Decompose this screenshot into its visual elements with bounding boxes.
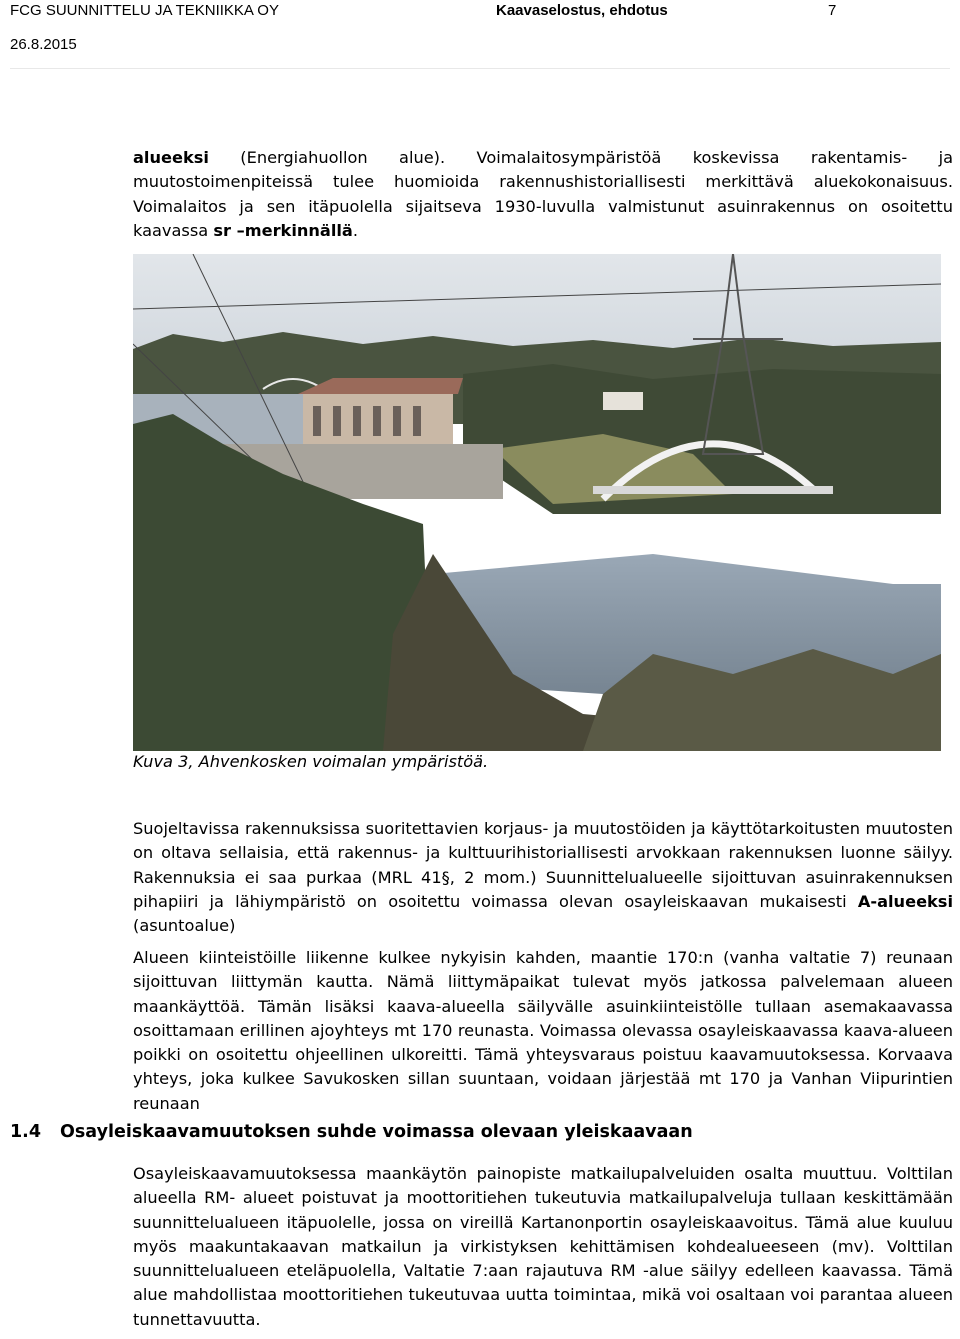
section-title: Osayleiskaavamuutoksen suhde voimassa olevaan yleiskaavaan [60,1122,693,1142]
bold-term-a-alueeksi: A-alueeksi [857,891,953,911]
section-number: 1.4 [10,1122,42,1142]
header-divider [10,68,950,69]
photo-white-house [603,392,643,410]
paragraph-protection [133,817,953,938]
photo-ahvenkoski-power-plant [133,254,941,751]
paragraph-intro-end: . [352,220,359,240]
figure-caption: Kuva 3, Ahvenkosken voimalan ympäristöä. [133,752,489,771]
paragraph-intro-text: (Energiahuollon alue). Voimalaitosympäristöä koskevissa rakentamis- ja muutostoimenpiteissä tulee huomioida rakennushistoriallisesti merkittävä aluekokonaisuus. Voimalaitos ja sen itäpuolella sijaitseva 1930-luvulla valmistunut asuinrakennus on osoitettu kaavassa [133,148,953,240]
bold-term-alueeksi: alueeksi [133,148,209,167]
header-company: FCG SUUNNITTELU JA TEKNIIKKA OY [10,2,279,19]
paragraph-intro [133,146,953,243]
bold-term-sr-marking: sr –merkinnällä [213,220,353,240]
paragraph-protection-end: (asuntoalue) [133,916,236,936]
paragraph-master-plan: Osayleiskaavamuutoksessa maankäytön painopiste matkailupalveluiden osalta muuttuu. Volttilan alueella RM- alueet poistuvat ja moottoritiehen tukeutuvia matkailupalveluja tullaan keskittämään suunnittelualueen itäpuolelle, jossa on vireillä Kartanonportin osayleiskaavoitus. Tämä alue kuuluu myös maakuntakaavan matkailun ja virkistyksen kehittämisen kohdealueeseen (mv). Volttilan suunnittelualueen eteläpuolella, Valtatie 7:aan rajautuva RM -alue säilyy edelleen kaavassa. Tämä alue mahdollistaa moottoritiehen tukeutuvaa uutta toimintaa, mikä voi osaltaan voi parantaa alueen tunnettavuutta. [133,1164,953,1329]
header-date: 26.8.2015 [10,36,77,53]
paragraph-protection-text: Suojeltavissa rakennuksissa suoritettavien korjaus- ja muutostöiden ja käyttötarkoitusten muutosten on oltava sellaisia, että rakennus- ja kulttuurihistoriallisesti arvokkaan rakennuksen luonne säilyy. Rakennuksia ei saa purkaa (MRL 41§, 2 mom.) Suunnittelualueelle sijoittuvan asuinrakennuksen pihapiiri ja lähiympäristö on osoitettu voimassa olevan osayleiskaavan mukaisesti [133,819,953,911]
header-page-number: 7 [828,2,837,19]
paragraph-traffic: Alueen kiinteistöille liikenne kulkee nykyisin kahden, maantie 170:n (vanha valtatie 7) reunaan sijoittuvan liittymän kautta. Nämä liittymäpaikat tulevat myös jatkossa palvelemaan alueen maankäyttöä. Tämän lisäksi kaava-alueella säilyvälle asuinkiinteistölle tullaan asemakaavassa osoittamaan erillinen ajoyhteys mt 170 reunasta. Voimassa olevassa osayleiskaavassa kaava-alueen poikki on osoitettu ohjeellinen ulkoreitti. Tämä yhteysvaraus poistuu kaavamuutoksessa. Korvaava yhteys, joka kulkee Savukosken sillan suuntaan, voidaan järjestää mt 170 ja Vanhan Viipurintien reunaan [133,948,953,1113]
section-heading [10,1122,693,1142]
header-document-title: Kaavaselostus, ehdotus [496,2,668,19]
